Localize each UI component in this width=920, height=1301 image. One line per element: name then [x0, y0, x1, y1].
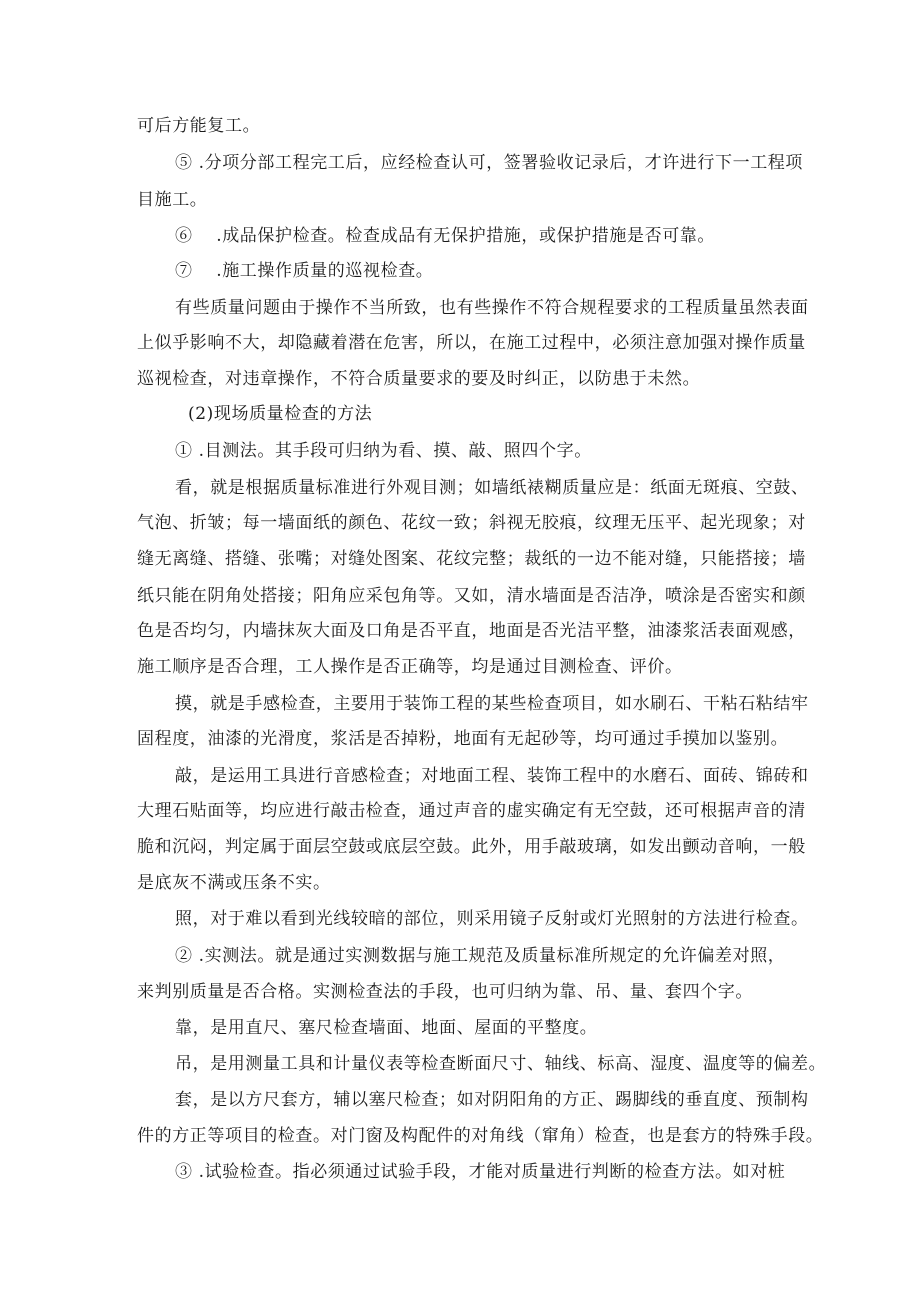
text-line: 照，对于难以看到光线较暗的部位，则采用镜子反射或灯光照射的方法进行检查。 — [175, 909, 809, 929]
text-line: 色是否均匀，内墙抹灰大面及口角是否平直，地面是否光洁平整，油漆浆活表面观感， — [137, 621, 806, 641]
text-line: 巡视检查，对违章操作，不符合质量要求的要及时纠正，以防患于未然。 — [137, 369, 701, 389]
text-line: 纸只能在阴角处搭接；阳角应采包角等。又如，清水墙面是否洁净，喷涂是否密实和颜 — [137, 586, 806, 606]
text-line: ⑤ .分项分部工程完工后，应经检查认可，签署验收记录后，才许进行下一工程项 — [175, 153, 804, 173]
text-line: 吊，是用测量工具和计量仪表等检查断面尺寸、轴线、标高、湿度、温度等的偏差。 — [175, 1054, 827, 1074]
text-line: ⑦ .施工操作质量的巡视检查。 — [175, 261, 434, 281]
text-line: 套，是以方尺套方，辅以塞尺检查；如对阴阳角的方正、踢脚线的垂直度、预制构 — [175, 1090, 809, 1110]
text-line: 上似乎影响不大，却隐藏着潜在危害，所以，在施工过程中，必须注意加强对操作质量 — [137, 333, 806, 353]
text-line: 有些质量问题由于操作不当所致，也有些操作不符合规程要求的工程质量虽然表面 — [175, 298, 809, 318]
text-line: 大理石贴面等，均应进行敲击检查，通过声音的虚实确定有无空鼓，还可根据声音的清 — [137, 801, 806, 821]
text-line: 目施工。 — [137, 190, 208, 210]
text-line: 气泡、折皱；每一墙面纸的颜色、花纹一致；斜视无胶痕，纹理无压平、起光现象；对 — [137, 513, 806, 533]
text-line: 靠，是用直尺、塞尺检查墙面、地面、屋面的平整度。 — [175, 1018, 598, 1038]
text-line: 可后方能复工。 — [137, 116, 261, 136]
section-heading: (2)现场质量检查的方法 — [188, 404, 373, 424]
text-line: 摸，就是手感检查，主要用于装饰工程的某些检查项目，如水刷石、干粘石粘结牢 — [175, 694, 809, 714]
text-line: 敲，是运用工具进行音感检查；对地面工程、装饰工程中的水磨石、面砖、锦砖和 — [175, 766, 809, 786]
text-line: ⑥ .成品保护检查。检查成品有无保护措施，或保护措施是否可靠。 — [175, 226, 716, 246]
text-line: 脆和沉闷，判定属于面层空鼓或底层空鼓。此外，用手敲玻璃，如发出颤动音响，一般 — [137, 837, 806, 857]
text-line: 看，就是根据质量标准进行外观目测；如墙纸裱糊质量应是：纸面无斑痕、空鼓、 — [175, 478, 809, 498]
text-line: 件的方正等项目的检查。对门窗及构配件的对角线（窜角）检查，也是套方的特殊手段。 — [137, 1126, 824, 1146]
text-line: ① .目测法。其手段可归纳为看、摸、敲、照四个字。 — [175, 441, 592, 461]
text-line: 是底灰不满或压条不实。 — [137, 873, 331, 893]
text-line: 缝无离缝、搭缝、张嘴；对缝处图案、花纹完整；裁纸的一边不能对缝，只能搭接；墙 — [137, 549, 806, 569]
text-line: 施工顺序是否合理，工人操作是否正确等，均是通过目测检查、评价。 — [137, 657, 683, 677]
text-line: 来判别质量是否合格。实测检查法的手段，也可归纳为靠、吊、量、套四个字。 — [137, 982, 753, 1002]
text-line: 固程度，油漆的光滑度，浆活是否掉粉，地面有无起砂等，均可通过手摸加以鉴别。 — [137, 729, 789, 749]
text-line: ③ .试验检查。指必须通过试验手段，才能对质量进行判断的检查方法。如对桩 — [175, 1162, 786, 1182]
text-line: ② .实测法。就是通过实测数据与施工规范及质量标准所规定的允许偏差对照， — [175, 946, 786, 966]
